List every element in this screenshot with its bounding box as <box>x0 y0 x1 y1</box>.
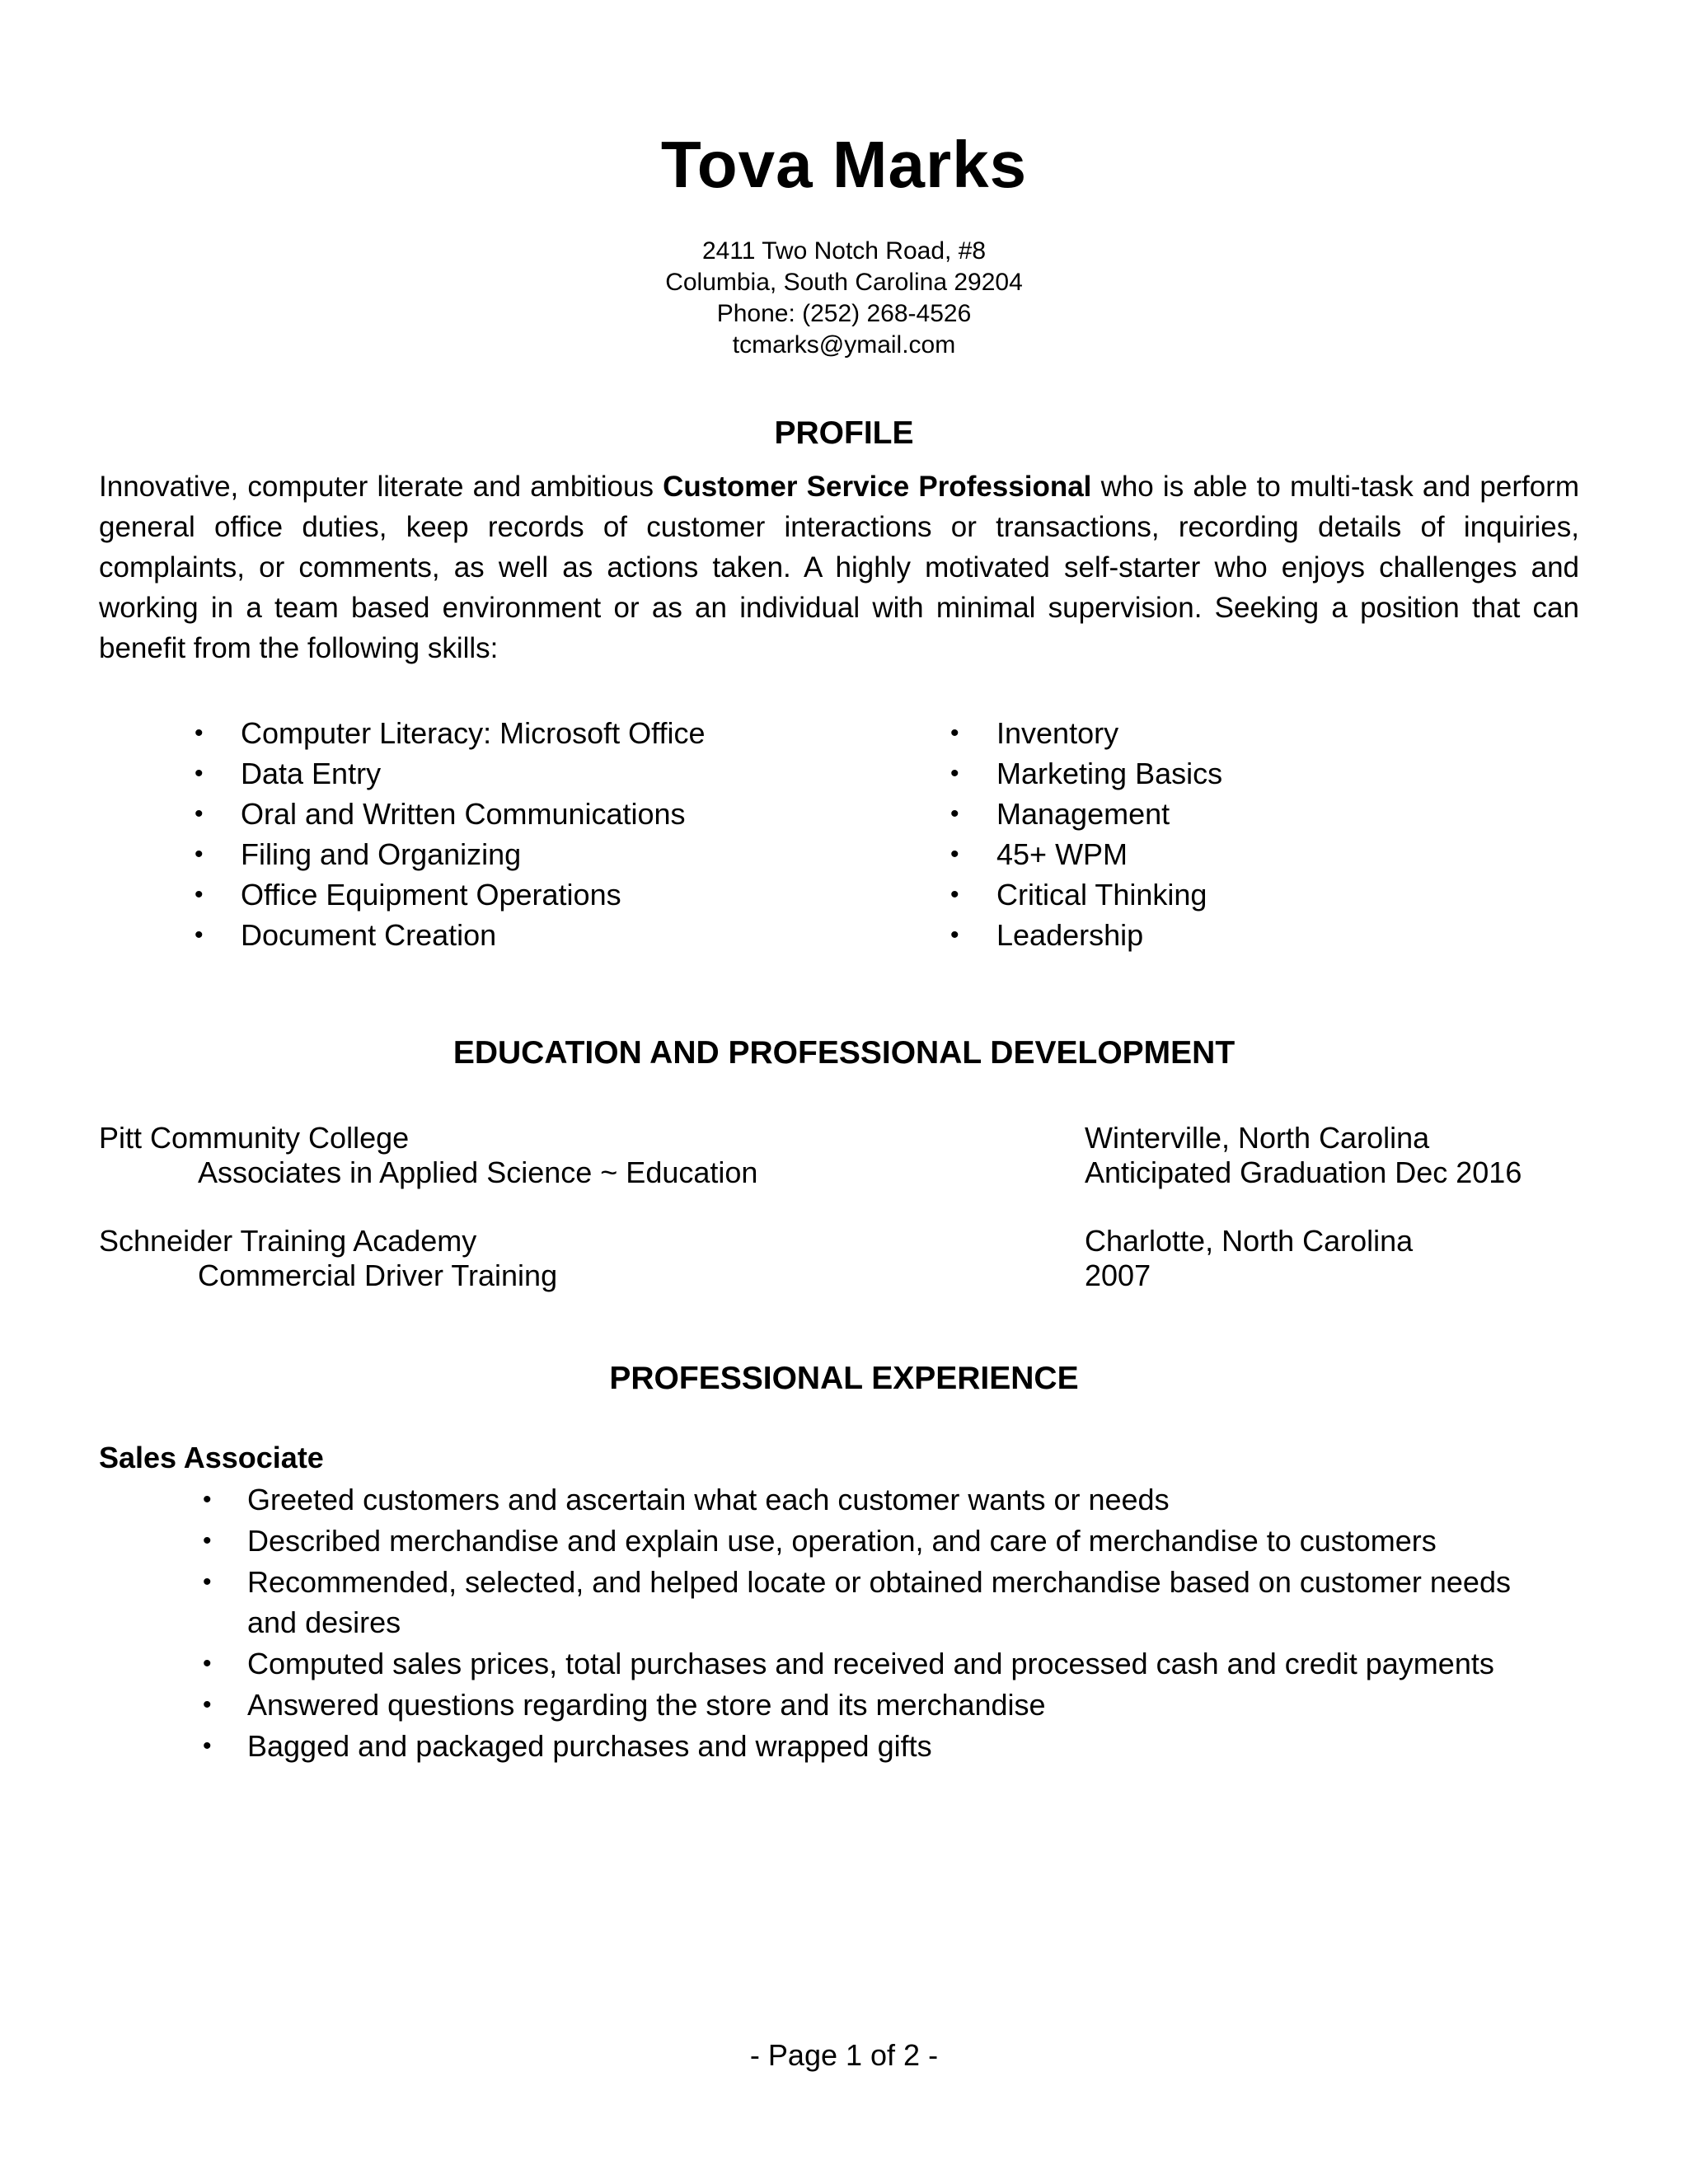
skill-item-text: Computer Literacy: Microsoft Office <box>241 716 706 750</box>
duty-item-text: Described merchandise and explain use, operation, and care of merchandise to customers <box>247 1524 1437 1558</box>
skill-item <box>950 834 1222 874</box>
skill-item <box>950 713 1222 753</box>
profile-text-rest: who is able to multi-task and perform general office duties, keep records of customer interactions or transactions, recording details of inquiries, complaints, or comments, as well as actions taken. A highly motivated self-starter who enjoys challenges and working in a team based environment or as an individual with minimal supervision. Seeking a position that can benefit from the following skills: <box>99 471 1580 664</box>
bullet-icon: • <box>195 760 204 787</box>
duty-item-text: Greeted customers and ascertain what each customer wants or needs <box>247 1483 1170 1516</box>
duty-item <box>203 1479 1566 1520</box>
bullet-icon: • <box>950 881 959 908</box>
address-line-1: 2411 Two Notch Road, #8 <box>701 237 987 265</box>
page-number: - Page 1 of 2 - <box>749 2038 939 2072</box>
bullet-icon: • <box>950 760 959 787</box>
education-date: 2007 <box>1085 1258 1151 1292</box>
skill-item-text: Filing and Organizing <box>241 837 522 871</box>
education-location: Winterville, North Carolina <box>1085 1121 1430 1155</box>
bullet-icon: • <box>195 719 204 747</box>
skill-item <box>950 753 1223 794</box>
bullet-icon: • <box>195 800 204 827</box>
duty-item <box>203 1521 1566 1561</box>
skill-item-text: Office Equipment Operations <box>241 878 621 912</box>
skill-item-text: Inventory <box>996 716 1119 750</box>
skill-item-text: Oral and Written Communications <box>241 797 686 831</box>
duty-item-text: Bagged and packaged purchases and wrapped gifts <box>247 1729 932 1763</box>
skill-item-text: Critical Thinking <box>996 878 1207 912</box>
profile-text-start: Innovative, computer literate and ambitious <box>99 471 663 503</box>
bullet-icon: • <box>203 1486 212 1513</box>
skill-item-text: Management <box>996 797 1170 831</box>
bullet-icon: • <box>203 1732 212 1760</box>
address-line-2: Columbia, South Carolina 29204 <box>665 269 1023 296</box>
contact-block <box>0 236 1688 361</box>
bullet-icon: • <box>203 1650 212 1677</box>
bullet-icon: • <box>195 921 204 949</box>
skill-item <box>950 915 1222 955</box>
email-address: tcmarks@ymail.com <box>732 331 956 359</box>
skill-item <box>950 794 1222 834</box>
skill-item <box>195 794 706 834</box>
education-school: Pitt Community College <box>99 1121 410 1155</box>
profile-paragraph <box>99 466 1579 668</box>
candidate-name: Tova Marks <box>660 128 1028 201</box>
profile-heading: PROFILE <box>774 415 914 451</box>
job-duties-list <box>203 1479 1566 1767</box>
bullet-icon: • <box>950 719 959 747</box>
skill-item-text: Document Creation <box>241 918 497 952</box>
skill-item <box>195 915 706 955</box>
bullet-icon: • <box>950 921 959 949</box>
skill-item-text: 45+ WPM <box>996 837 1128 871</box>
duty-item <box>203 1685 1566 1725</box>
bullet-icon: • <box>195 881 204 908</box>
bullet-icon: • <box>195 841 204 868</box>
skill-item <box>950 874 1222 915</box>
bullet-icon: • <box>203 1691 212 1718</box>
skill-item <box>195 834 706 874</box>
skill-item-text: Marketing Basics <box>996 757 1223 790</box>
education-program: Commercial Driver Training <box>198 1258 558 1292</box>
duty-item-text: Answered questions regarding the store and its merchandise <box>247 1688 1046 1722</box>
education-heading: EDUCATION AND PROFESSIONAL DEVELOPMENT <box>452 1035 1236 1071</box>
duty-item <box>203 1562 1566 1643</box>
duty-item <box>203 1726 1566 1766</box>
education-program: Associates in Applied Science ~ Education <box>198 1155 758 1189</box>
skills-list-left <box>195 713 706 955</box>
bullet-icon: • <box>950 800 959 827</box>
education-date: Anticipated Graduation Dec 2016 <box>1085 1155 1522 1189</box>
skill-item-text: Data Entry <box>241 757 382 790</box>
skill-item-text: Leadership <box>996 918 1144 952</box>
profile-text-emphasis: Customer Service Professional <box>663 471 1092 503</box>
education-location: Charlotte, North Carolina <box>1085 1224 1414 1258</box>
job-title: Sales Associate <box>99 1441 324 1474</box>
phone-number: Phone: (252) 268-4526 <box>716 300 972 327</box>
skill-item <box>195 874 706 915</box>
experience-heading: PROFESSIONAL EXPERIENCE <box>609 1361 1079 1396</box>
skills-list-right <box>950 713 1223 955</box>
skill-item <box>195 753 706 794</box>
duty-item-text: Recommended, selected, and helped locate or obtained merchandise based on customer needs and desires <box>247 1565 1511 1639</box>
duty-item <box>203 1643 1566 1684</box>
education-school: Schneider Training Academy <box>99 1224 477 1258</box>
duty-item-text: Computed sales prices, total purchases and received and processed cash and credit payments <box>247 1647 1494 1680</box>
bullet-icon: • <box>950 841 959 868</box>
skill-item <box>195 713 706 753</box>
bullet-icon: • <box>203 1527 212 1554</box>
bullet-icon: • <box>203 1568 212 1596</box>
